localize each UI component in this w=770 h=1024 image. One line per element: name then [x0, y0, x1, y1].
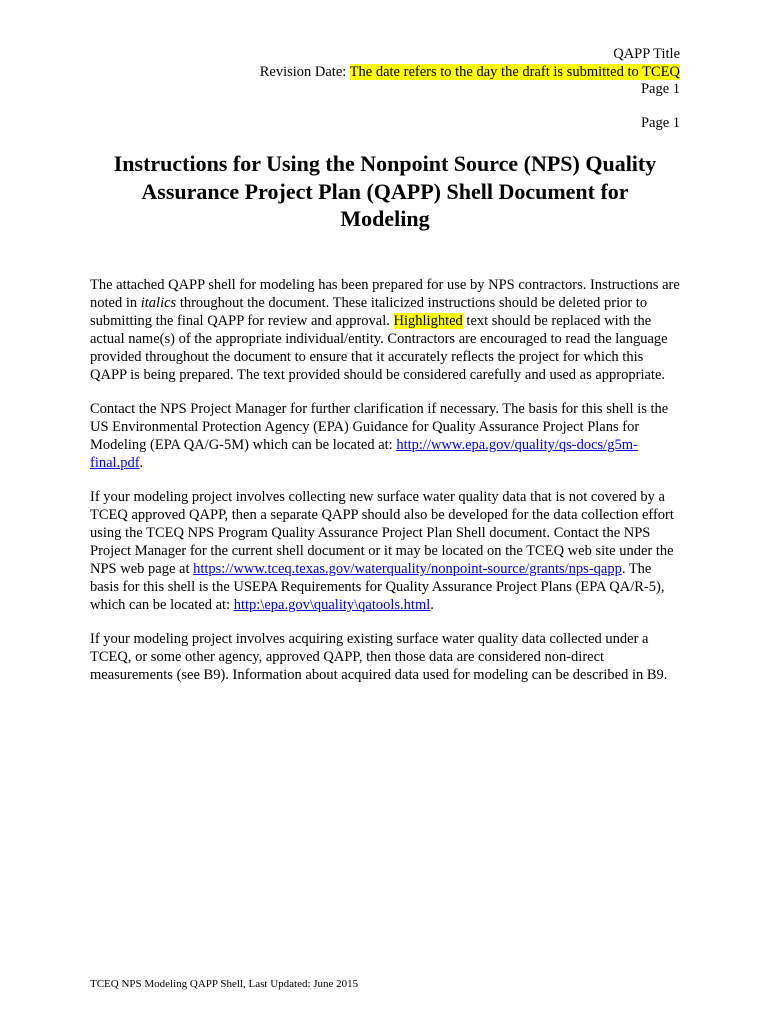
- revision-date-label: Revision Date:: [259, 63, 350, 80]
- existing-data-text: If your modeling project involves acquiring existing surface water quality data collected under a TCEQ, or some other agency, approved QAPP, then those data are considered non-direct measurements (see B9). Information about acquired data used for modeling can be described in B9.: [90, 631, 668, 683]
- highlighted-word: Highlighted: [393, 313, 463, 329]
- document-body: [90, 276, 682, 700]
- epa-qatools-link[interactable]: http:\epa.gov\quality\qatools.html: [233, 597, 431, 613]
- contact-text-b: .: [139, 455, 144, 471]
- paragraph-new-data: [90, 488, 682, 614]
- title-line-2: Assurance Project Plan (QAPP) Shell Document for: [141, 178, 629, 204]
- page-footer: TCEQ NPS Modeling QAPP Shell, Last Updated: June 2015: [90, 978, 359, 990]
- intro-text-c: text should be replaced with the actual name(s) of the appropriate individual/entity. Contractors are encouraged to read the language provided throughout the document to ensure that it accurately reflects the project for which this QAPP is being prepared. The text provided should be considered carefully and used as appropriate.: [90, 313, 668, 383]
- intro-text-b: throughout the document. These italicized instructions should be deleted prior to submitting the final QAPP for review and approval.: [90, 295, 648, 329]
- contact-text-a: Contact the NPS Project Manager for further clarification if necessary. The basis for this shell is the US Environmental Protection Agency (EPA) Guidance for Quality Assurance Project Plans for Modeling (EPA QA/G-5M) which can be located at:: [90, 401, 669, 453]
- intro-text-a: The attached QAPP shell for modeling has been prepared for use by NPS contractors. Instructions are noted in: [90, 277, 680, 311]
- revision-date-highlight: The date refers to the day the draft is submitted to TCEQ: [349, 63, 680, 80]
- tceq-nps-qapp-link[interactable]: https://www.tceq.texas.gov/waterquality/nonpoint-source/grants/nps-qapp: [193, 561, 622, 577]
- epa-g5m-link[interactable]: http://www.epa.gov/quality/qs-docs/g5m-final.pdf: [90, 437, 638, 471]
- title-line-3: Modeling: [340, 206, 430, 231]
- new-data-text-a: If your modeling project involves collecting new surface water quality data that is not covered by a TCEQ approved QAPP, then a separate QAPP should also be developed for the data collection effort using the TCEQ NPS Program Quality Assurance Project Plan Shell document. Contact the NPS Project Manager for the current shell document or it may be located on the TCEQ web site under the NPS web page at: [90, 489, 674, 577]
- paragraph-contact: [90, 400, 682, 472]
- document-title: [90, 150, 680, 233]
- title-line-1: Instructions for Using the Nonpoint Source (NPS) Quality: [113, 151, 657, 176]
- header-page-number: Page 1: [640, 81, 680, 97]
- page-number-label: Page 1: [640, 115, 680, 131]
- italics-word: italics: [140, 295, 177, 311]
- header-qapp-title: QAPP Title: [613, 46, 680, 62]
- page-header: [80, 46, 680, 99]
- new-data-text-b: . The basis for this shell is the USEPA Requirements for Quality Assurance Project Plans (EPA QA/R-5), which can be located at:: [90, 561, 665, 613]
- paragraph-existing-data: [90, 630, 682, 684]
- new-data-text-c: .: [430, 597, 434, 613]
- paragraph-intro: [90, 276, 682, 384]
- header-revision-date: [80, 64, 680, 82]
